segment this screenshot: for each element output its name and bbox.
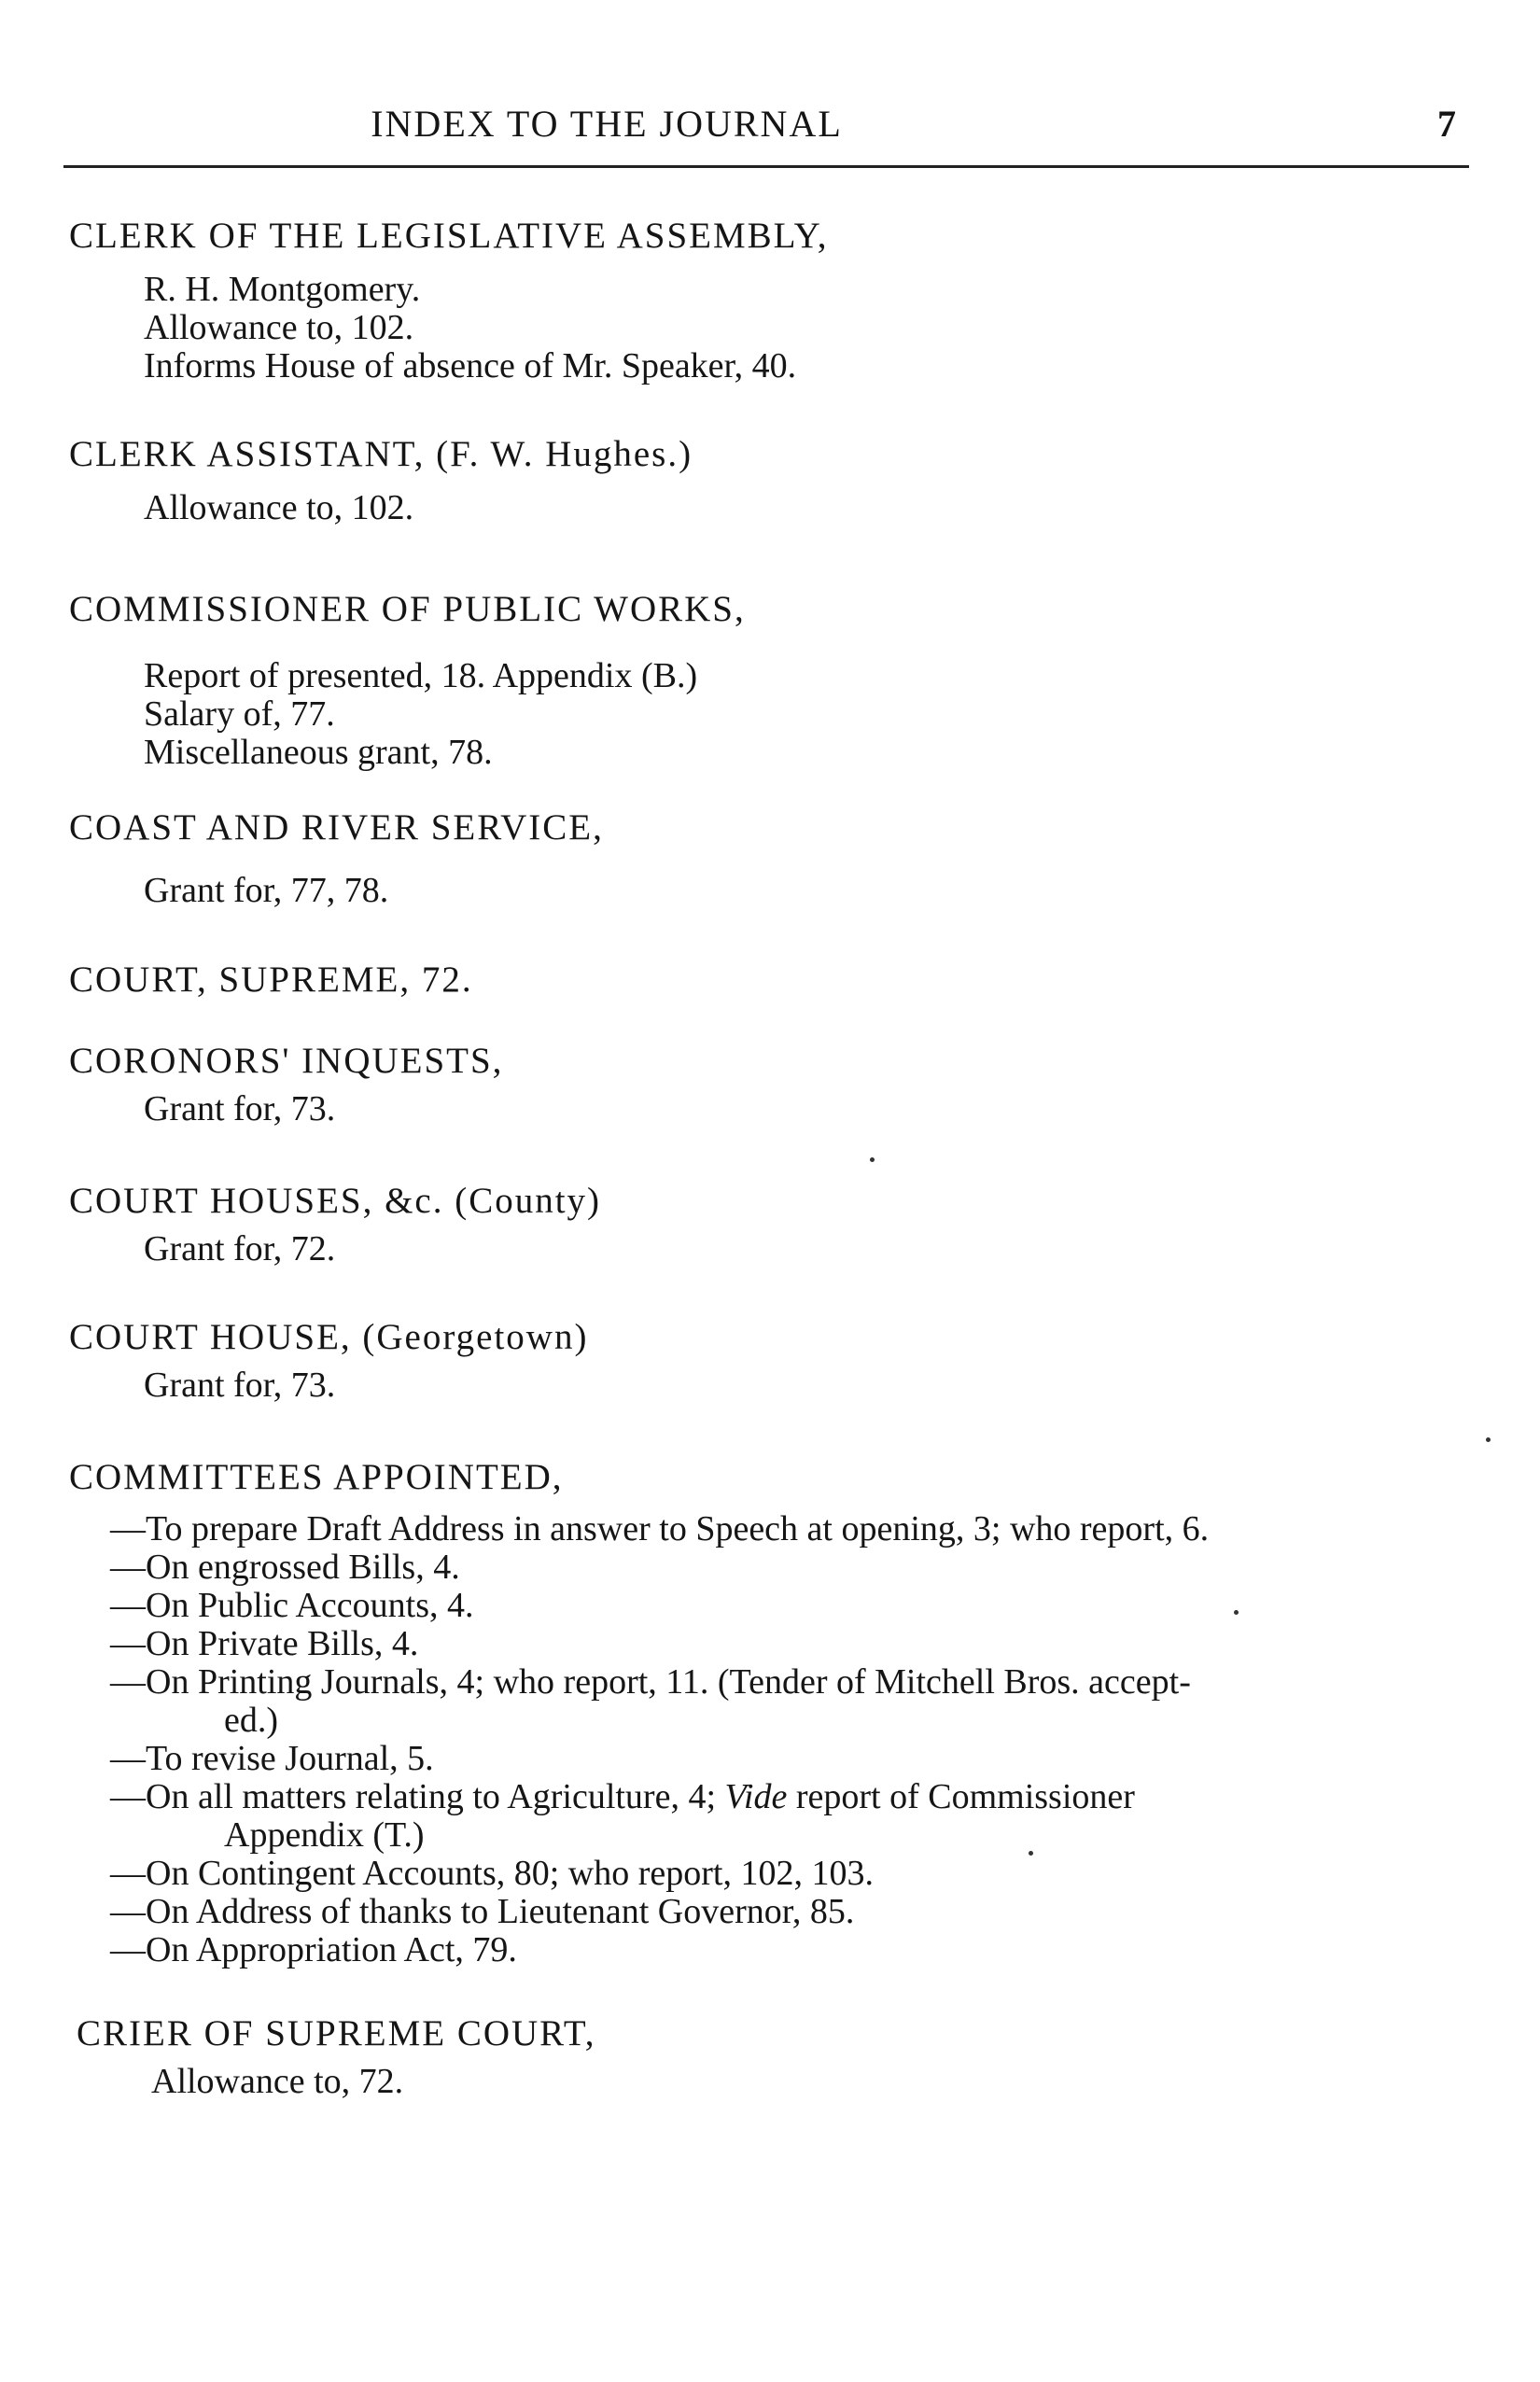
entry-line: Allowance to, 102. xyxy=(144,308,414,347)
page-speck xyxy=(870,1157,875,1162)
entry-line: —On Address of thanks to Lieutenant Governor, 85. xyxy=(110,1892,855,1931)
entry-line: Allowance to, 72. xyxy=(151,2062,404,2101)
entry-line: —On engrossed Bills, 4. xyxy=(110,1548,460,1587)
index-entry-clerk-assistant xyxy=(69,431,1488,527)
index-entry-coronors-inquests xyxy=(69,1038,1488,1128)
entry-heading: COMMITTEES APPOINTED, xyxy=(69,1457,564,1497)
entry-line: —On Contingent Accounts, 80; who report, 102, 103. xyxy=(110,1854,874,1893)
index-entry-coast-river-service xyxy=(69,805,1488,910)
entry-line: Grant for, 77, 78. xyxy=(144,871,389,910)
entry-line: Salary of, 77. xyxy=(144,694,335,734)
entry-line: Informs House of absence of Mr. Speaker, 40. xyxy=(144,346,797,385)
entry-line: Allowance to, 102. xyxy=(144,488,414,527)
entry-heading: COAST AND RIVER SERVICE, xyxy=(69,807,604,848)
entry-line: —To prepare Draft Address in answer to Speech at opening, 3; who report, 6. xyxy=(110,1509,1210,1548)
page-number: 7 xyxy=(1437,103,1456,145)
index-entry-court-houses-county xyxy=(69,1178,1488,1268)
entry-line: —To revise Journal, 5. xyxy=(110,1739,434,1778)
index-entry-clerk-legislative-assembly xyxy=(69,213,1488,385)
entry-line: —On Appropriation Act, 79. xyxy=(110,1930,517,1969)
index-entry-court-house-georgetown xyxy=(69,1314,1488,1405)
index-entry-crier-supreme-court xyxy=(77,2011,1495,2101)
entry-heading: CRIER OF SUPREME COURT, xyxy=(77,2013,596,2053)
entry-line: Grant for, 73. xyxy=(144,1366,336,1405)
page-speck xyxy=(1234,1610,1239,1615)
page-title: INDEX TO THE JOURNAL xyxy=(371,103,843,145)
index-entry-committees-appointed xyxy=(69,1454,1488,1969)
entry-line-part: report of Commissioner xyxy=(795,1777,1135,1816)
entry-line: Appendix (T.) xyxy=(224,1815,425,1855)
entry-line: Grant for, 73. xyxy=(144,1089,336,1128)
entry-line: —On Private Bills, 4. xyxy=(110,1624,419,1663)
entry-line: R. H. Montgomery. xyxy=(144,270,421,309)
entry-line: —On Printing Journals, 4; who report, 11. (Tender of Mitchell Bros. accept- xyxy=(110,1662,1191,1702)
running-head xyxy=(0,101,1540,147)
entry-heading: COURT, SUPREME, 72. xyxy=(69,960,473,1000)
entry-line xyxy=(69,1778,1488,1816)
entry-line: Miscellaneous grant, 78. xyxy=(144,733,493,772)
entry-heading: CLERK ASSISTANT, (F. W. Hughes.) xyxy=(69,434,693,474)
entry-line: —On Public Accounts, 4. xyxy=(110,1586,474,1625)
entry-heading: COURT HOUSE, (Georgetown) xyxy=(69,1317,589,1357)
entry-heading: COMMISSIONER OF PUBLIC WORKS, xyxy=(69,589,746,629)
entry-line: ed.) xyxy=(224,1701,279,1740)
page-speck xyxy=(1486,1437,1491,1442)
page-speck xyxy=(1029,1851,1033,1856)
entry-line: Grant for, 72. xyxy=(144,1229,336,1268)
entry-heading: COURT HOUSES, &c. (County) xyxy=(69,1181,602,1221)
vide-italic: Vide xyxy=(724,1777,788,1816)
entry-line: Report of presented, 18. Appendix (B.) xyxy=(144,656,698,695)
index-entry-commissioner-public-works xyxy=(69,586,1488,772)
index-entry-court-supreme xyxy=(69,957,1488,1003)
entry-heading: CLERK OF THE LEGISLATIVE ASSEMBLY, xyxy=(69,216,829,256)
entry-heading: CORONORS' INQUESTS, xyxy=(69,1041,504,1081)
entry-line-part: —On all matters relating to Agriculture, 4; xyxy=(110,1777,717,1816)
header-rule xyxy=(63,165,1469,168)
